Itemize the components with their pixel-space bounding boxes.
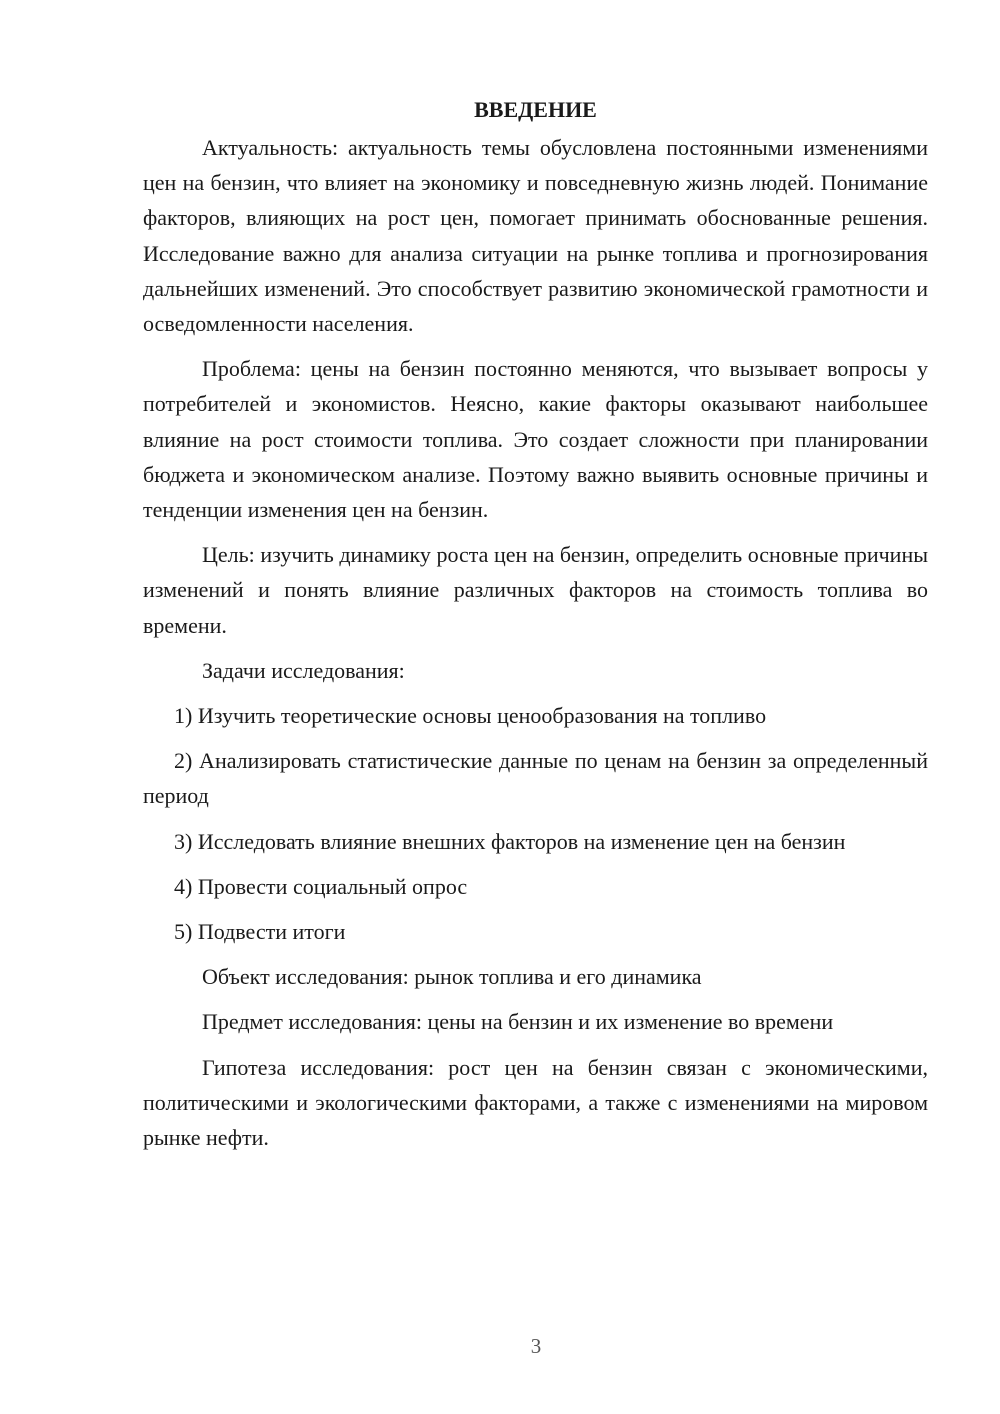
task-item-1: 1) Изучить теоретические основы ценообразования на топливо <box>174 703 767 729</box>
page-number: 3 <box>530 1334 542 1358</box>
task-item-3: 3) Исследовать влияние внешних факторов на изменение цен на бензин <box>174 828 846 854</box>
goal-paragraph: Цель: изучить динамику роста цен на бензин, определить основные причины изменений и понять влияние различных факторов на стоимость топлива во времени. <box>143 542 928 638</box>
hypothesis-paragraph: Гипотеза исследования: рост цен на бензин связан с экономическими, политическими и экологическими факторами, а также с изменениями на мировом рынке нефти. <box>143 1054 928 1151</box>
relevance-paragraph: Актуальность: актуальность темы обусловлена постоянными изменениями цен на бензин, что влияет на экономику и повседневную жизнь людей. Понимание факторов, влияющих на рост цен, помогает принимать обоснованные решения. Исследование важно для анализа ситуации на рынке топлива и прогнозирования дальнейших изменений. Это способствует развитию экономической грамотности и осведомленности населения. <box>143 135 928 337</box>
page-title: ВВЕДЕНИЕ <box>474 97 597 122</box>
task-item-4: 4) Провести социальный опрос <box>174 873 468 899</box>
tasks-title: Задачи исследования: <box>202 657 405 683</box>
object-paragraph: Объект исследования: рынок топлива и его динамика <box>202 964 702 990</box>
task-item-2: 2) Анализировать статистические данные по ценам на бензин за определенный период <box>143 748 928 809</box>
task-item-5: 5) Подвести итоги <box>174 919 346 945</box>
document-page <box>143 92 928 1155</box>
problem-paragraph: Проблема: цены на бензин постоянно меняются, что вызывает вопросы у потребителей и экономистов. Неясно, какие факторы оказывают наибольшее влияние на рост стоимости топлива. Это создает сложности при планировании бюджета и экономическом анализе. Поэтому важно выявить основные причины и тенденции изменения цен на бензин. <box>143 356 928 523</box>
subject-paragraph: Предмет исследования: цены на бензин и их изменение во времени <box>202 1009 834 1035</box>
